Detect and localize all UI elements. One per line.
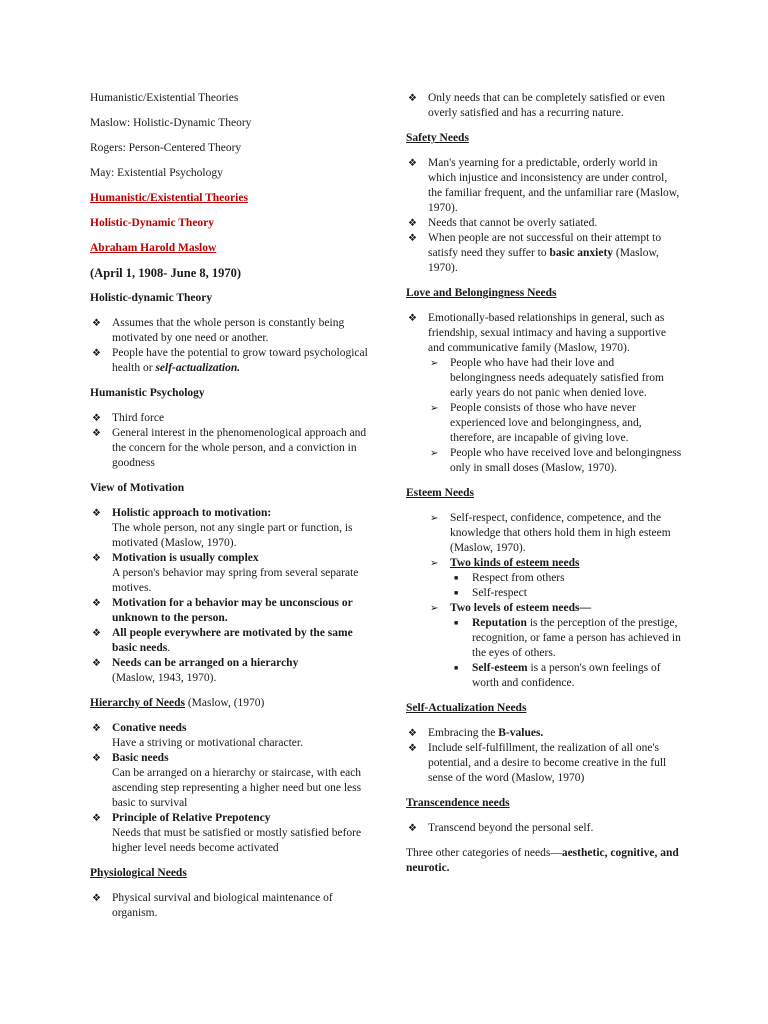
title-maslow: Maslow: Holistic-Dynamic Theory: [90, 117, 252, 129]
star-bullet-icon: ❖: [92, 553, 101, 564]
list-item: ➢ Two kinds of esteem needs: [430, 557, 580, 569]
heading-maslow-name: Abraham Harold Maslow: [90, 242, 217, 254]
arrowhead-bullet-icon: ➢: [430, 603, 439, 614]
diamond-bullet-icon: ❖: [408, 313, 417, 324]
hierarchy-list: [90, 721, 372, 856]
heading-love-belongingness: Love and Belongingness Needs: [406, 287, 557, 299]
diamond-bullet-icon: ❖: [408, 158, 417, 169]
diamond-bullet-icon: ❖: [92, 348, 101, 359]
star-bullet-icon: ❖: [92, 723, 101, 734]
list-item: ■ Self-esteem is a person's own feelings of worth and confidence.: [454, 662, 661, 689]
list-item: ❖ Basic needs Can be arranged on a hierarchy or staircase, with each ascending step representing a higher need but one less basic to survival: [92, 752, 362, 809]
diamond-bullet-icon: ❖: [92, 318, 101, 329]
list-item: ❖ General interest in the phenomenological approach and the concern for the whole person, and a conviction in goodness: [92, 427, 367, 469]
arrowhead-bullet-icon: ➢: [430, 448, 439, 459]
list-item: ■ Respect from others: [454, 572, 565, 584]
list-item: ❖ Transcend beyond the personal self.: [408, 822, 594, 834]
title-humanistic: Humanistic/Existential Theories: [90, 92, 239, 104]
list-item: ■ Self-respect: [454, 587, 527, 599]
list-item: ➢ People who have received love and belongingness only in small doses (Maslow, 1970).: [430, 447, 682, 474]
list-item: ❖ When people are not successful on their attempt to satisfy need they suffer to basic anxiety (Maslow, 1970).: [408, 232, 662, 274]
list-item: ❖ Needs can be arranged on a hierarchy (Maslow, 1943, 1970).: [92, 657, 299, 684]
heading-holistic-red: Holistic-Dynamic Theory: [90, 217, 215, 229]
motivation-list: [90, 506, 372, 686]
diamond-bullet-icon: ❖: [408, 218, 417, 229]
list-item: ❖ People have the potential to grow toward psychological health or self-actualization.: [92, 347, 368, 374]
list-item: ❖ Embracing the B-values.: [408, 727, 544, 739]
heading-humanistic-red: Humanistic/Existential Theories: [90, 192, 248, 204]
safety-list: [406, 156, 682, 276]
list-item: ❖ Needs that cannot be overly satiated.: [408, 217, 598, 229]
diamond-bullet-icon: ❖: [92, 628, 101, 639]
list-item: ❖ Include self-fulfillment, the realization of all one's potential, and a desire to become creative in the full sense of the word (Maslow, 1970): [408, 742, 667, 784]
list-item: ❖ Third force: [92, 412, 165, 424]
list-item: ❖ All people everywhere are motivated by the same basic needs.: [92, 627, 353, 654]
list-item: ➢ People consists of those who have never experienced love and belongingness, and, therefore, are incapable of giving love.: [430, 402, 642, 444]
list-item: ❖ Physical survival and biological maintenance of organism.: [92, 892, 333, 919]
star-bullet-icon: ❖: [92, 753, 101, 764]
transcendence-list: [406, 821, 682, 836]
physiological-continued-list: [406, 91, 682, 121]
arrowhead-bullet-icon: ➢: [430, 358, 439, 369]
list-item: ❖ Principle of Relative Prepotency Needs that must be satisfied or mostly satisfied before higher level needs become activated: [92, 812, 362, 854]
diamond-bullet-icon: ❖: [92, 413, 101, 424]
heading-holistic-dynamic: Holistic-dynamic Theory: [90, 292, 213, 304]
left-column: [90, 91, 372, 931]
list-item: ❖ Assumes that the whole person is constantly being motivated by one need or another.: [92, 317, 345, 344]
arrowhead-bullet-icon: ➢: [430, 558, 439, 569]
heading-physiological-needs: Physiological Needs: [90, 867, 187, 879]
heading-humanistic-psychology: Humanistic Psychology: [90, 387, 205, 399]
square-bullet-icon: ■: [454, 619, 459, 627]
diamond-bullet-icon: ❖: [408, 93, 417, 104]
holistic-list: [90, 316, 372, 376]
list-item: ❖ Only needs that can be completely satisfied or even overly satisfied and has a recurring nature.: [408, 92, 665, 119]
list-item: ➢ People who have had their love and belongingness needs adequately satisfied from early years do not panic when denied love.: [430, 357, 664, 399]
title-rogers: Rogers: Person-Centered Theory: [90, 142, 242, 154]
physiological-list: [90, 891, 372, 921]
right-column: [406, 91, 682, 886]
diamond-bullet-icon: ❖: [92, 428, 101, 439]
diamond-bullet-icon: ❖: [408, 233, 417, 244]
esteem-list: [406, 511, 682, 691]
title-may: May: Existential Psychology: [90, 167, 223, 179]
heading-safety-needs: Safety Needs: [406, 132, 469, 144]
arrowhead-bullet-icon: ➢: [430, 403, 439, 414]
diamond-bullet-icon: ❖: [408, 823, 417, 834]
maslow-dates: (April 1, 1908- June 8, 1970): [90, 266, 242, 280]
list-item: ➢ Self-respect, confidence, competence, and the knowledge that others hold them in high esteem (Maslow, 1970).: [430, 512, 671, 554]
heading-self-actualization: Self-Actualization Needs: [406, 702, 527, 714]
list-item: ❖ Motivation is usually complex A person's behavior may spring from several separate motives.: [92, 552, 359, 594]
square-bullet-icon: ■: [454, 664, 459, 672]
list-item: ❖ Holistic approach to motivation: The whole person, not any single part or function, is motivated (Maslow, 1970).: [92, 507, 353, 549]
heading-transcendence: Transcendence needs: [406, 797, 510, 809]
list-item: ❖ Conative needs Have a striving or motivational character.: [92, 722, 303, 749]
diamond-bullet-icon: ❖: [408, 743, 417, 754]
star-bullet-icon: ❖: [408, 728, 417, 739]
diamond-bullet-icon: ❖: [92, 658, 101, 669]
list-item: ❖ Motivation for a behavior may be unconscious or unknown to the person.: [92, 597, 353, 624]
list-item: ❖ Emotionally-based relationships in general, such as friendship, sexual intimacy and having a supportive and communicative family (Maslow, 1970).: [408, 312, 666, 354]
square-bullet-icon: ■: [454, 574, 459, 582]
star-bullet-icon: ❖: [92, 598, 101, 609]
heading-view-of-motivation: View of Motivation: [90, 482, 185, 494]
heading-esteem-needs: Esteem Needs: [406, 487, 475, 499]
star-bullet-icon: ❖: [92, 813, 101, 824]
diamond-bullet-icon: ❖: [92, 893, 101, 904]
heading-hierarchy-of-needs: Hierarchy of Needs (Maslow, (1970): [90, 697, 265, 709]
list-item: ■ Reputation is the perception of the prestige, recognition, or fame a person has achieved in the eyes of others.: [454, 617, 681, 659]
humanistic-list: [90, 411, 372, 471]
closing-paragraph: Three other categories of needs—aesthetic, cognitive, and neurotic.: [406, 847, 679, 874]
arrowhead-bullet-icon: ➢: [430, 513, 439, 524]
star-bullet-icon: ❖: [92, 508, 101, 519]
list-item: ➢ Two levels of esteem needs—: [430, 602, 591, 614]
square-bullet-icon: ■: [454, 589, 459, 597]
love-list: [406, 311, 682, 476]
list-item: ❖ Man's yearning for a predictable, orderly world in which injustice and inconsistency are under control, the familiar frequent, and the unfamiliar rare (Maslow, 1970).: [408, 157, 680, 214]
self-actualization-list: [406, 726, 682, 786]
